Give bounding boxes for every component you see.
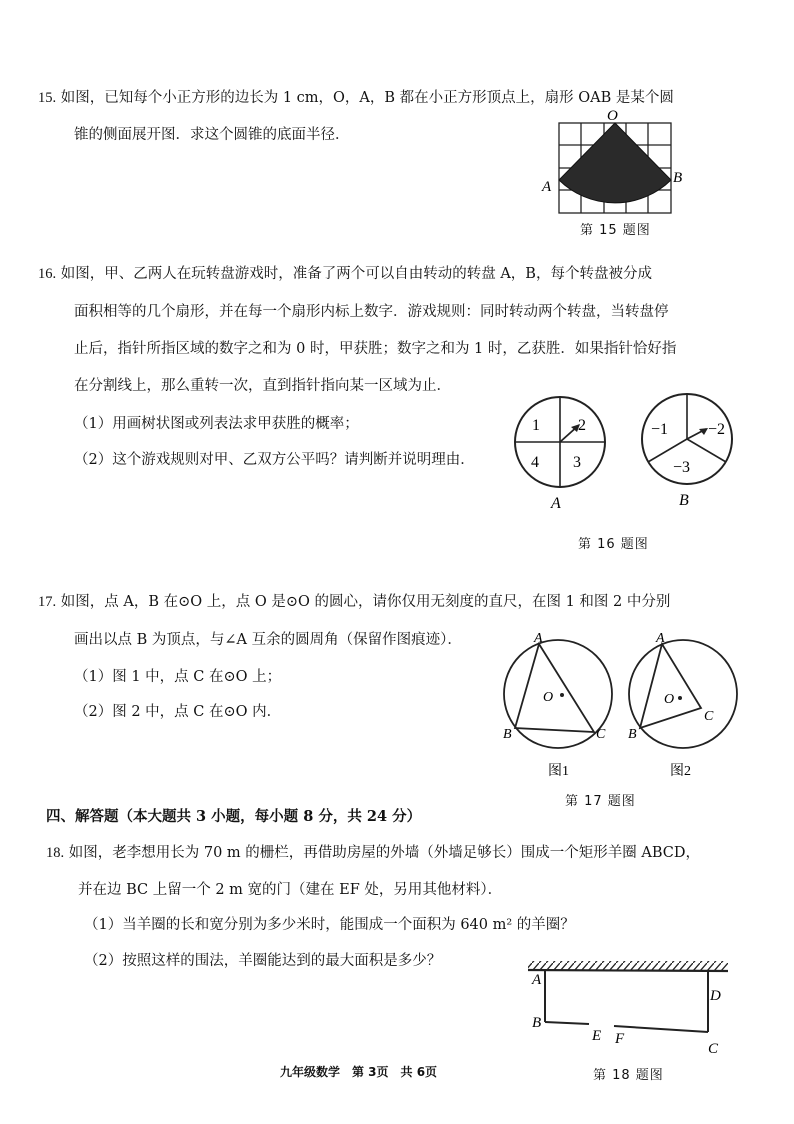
q17-fig2-label-b: B [628, 727, 637, 742]
spinner-a-value-4: 3 [573, 454, 581, 471]
q17-fig1-label-c: C [596, 727, 606, 742]
q17-number: 17. [38, 594, 57, 610]
q18-label-c: C [708, 1041, 719, 1057]
spinner-a-label: A [551, 495, 561, 512]
q15-label-b: B [673, 170, 683, 186]
q16-line3: 止后，指针所指区域的数字之和为 0 时，甲获胜；数字之和为 1 时，乙获胜．如果指针恰好指 [74, 341, 677, 357]
q17-fig1-label-o: O [543, 690, 554, 705]
q16-text-1: 如图，甲、乙两人在玩转盘游戏时，准备了两个可以自由转动的转盘 A，B，每个转盘被分成 [60, 266, 652, 282]
q17-text-1: 如图，点 A，B 在⊙O 上，点 O 是⊙O 的圆心，请你仅用无刻度的直尺，在图 1 和图 2 中分别 [60, 594, 671, 610]
q15-label-o: O [607, 108, 618, 124]
q15-text-1: 如图，已知每个小正方形的边长为 1 cm，O，A，B 都在小正方形顶点上，扇形 OAB 是某个圆 [60, 90, 674, 106]
q18-text-1: 如图，老李想用长为 70 m 的栅栏，再借助房屋的外墙（外墙足够长）围成一个矩形羊圈 ABCD， [68, 845, 700, 861]
q18-sub1: （1）当羊圈的长和宽分别为多少米时，能围成一个面积为 640 m² 的羊圈？ [84, 917, 575, 933]
q18-wall-hatching [528, 961, 728, 970]
q18-house-wall [528, 970, 728, 971]
q18-figure [518, 955, 738, 1060]
spinner-b-value-2: −2 [708, 421, 726, 438]
q15-label-a: A [542, 179, 552, 195]
q17-fig1-caption: 图1 [548, 764, 569, 779]
q16-sub1: （1）用画树状图或列表法求甲获胜的概率； [74, 416, 359, 432]
q16-line2: 面积相等的几个扇形，并在每一个扇形内标上数字．游戏规则：同时转动两个转盘，当转盘停 [74, 304, 669, 320]
q17-sub1: （1）图 1 中，点 C 在⊙O 上； [74, 669, 282, 685]
q15-sector [559, 123, 671, 203]
q15-figure [535, 108, 685, 218]
q18-label-b: B [532, 1015, 542, 1031]
spinner-b [642, 394, 732, 509]
q17-fig1-label-b: B [503, 727, 512, 742]
q18-line2: 并在边 BC 上留一个 2 m 宽的门（建在 EF 处，另用其他材料）． [78, 882, 503, 898]
section-4-title: 四、解答题（本大题共 3 小题，每小题 8 分，共 24 分） [46, 808, 422, 825]
q17-figures [500, 632, 750, 782]
q17-figure-1 [503, 632, 612, 779]
q16-line1 [38, 264, 652, 284]
q18-side-fc [614, 1026, 708, 1032]
q17-fig2-caption: 图2 [670, 764, 691, 779]
q17-line2: 画出以点 B 为顶点，与∠A 互余的圆周角（保留作图痕迹）． [74, 632, 462, 648]
q16-figure [505, 392, 750, 517]
q17-fig2-label-a: A [656, 632, 665, 646]
q18-number: 18. [46, 845, 65, 861]
q16-number: 16. [38, 266, 57, 282]
q16-sub2: （2）这个游戏规则对甲、乙双方公平吗？请判断并说明理由． [74, 452, 475, 468]
q18-line1 [46, 843, 700, 863]
spinner-a-value-3: 4 [531, 454, 539, 471]
q15-line1 [38, 88, 674, 108]
q15-number: 15. [38, 90, 57, 106]
q17-fig1-label-a: A [534, 632, 543, 646]
spinner-a [515, 397, 605, 512]
q18-label-e: E [592, 1028, 602, 1044]
q18-sub2: （2）按照这样的围法，羊圈能达到的最大面积是多少？ [84, 953, 442, 969]
q17-fig2-label-c: C [704, 709, 714, 724]
q17-figure-2 [628, 632, 737, 779]
q17-line1 [38, 592, 670, 612]
q15-line2: 锥的侧面展开图．求这个圆锥的底面半径． [74, 127, 350, 143]
page-footer: 九年级数学 第 3页 共 6页 [280, 1065, 438, 1079]
q16-caption: 第 16 题图 [578, 537, 649, 552]
q17-fig2-label-o: O [664, 692, 675, 707]
q16-line4: 在分割线上，那么重转一次，直到指针指向某一区域为止． [74, 378, 451, 394]
q18-caption: 第 18 题图 [593, 1068, 664, 1083]
spinner-a-value-1: 1 [532, 417, 540, 434]
q18-label-f: F [615, 1031, 625, 1047]
spinner-b-label: B [679, 492, 689, 509]
q17-sub2: （2）图 2 中，点 C 在⊙O 内． [74, 704, 282, 720]
q18-side-be [545, 1022, 589, 1024]
spinner-a-value-2: 2 [578, 417, 586, 434]
spinner-b-value-3: −3 [673, 459, 691, 476]
q17-caption: 第 17 题图 [565, 794, 636, 809]
q18-label-a: A [532, 972, 542, 988]
q18-label-d: D [710, 988, 721, 1004]
spinner-b-value-1: −1 [651, 421, 669, 438]
q15-caption: 第 15 题图 [580, 223, 651, 238]
